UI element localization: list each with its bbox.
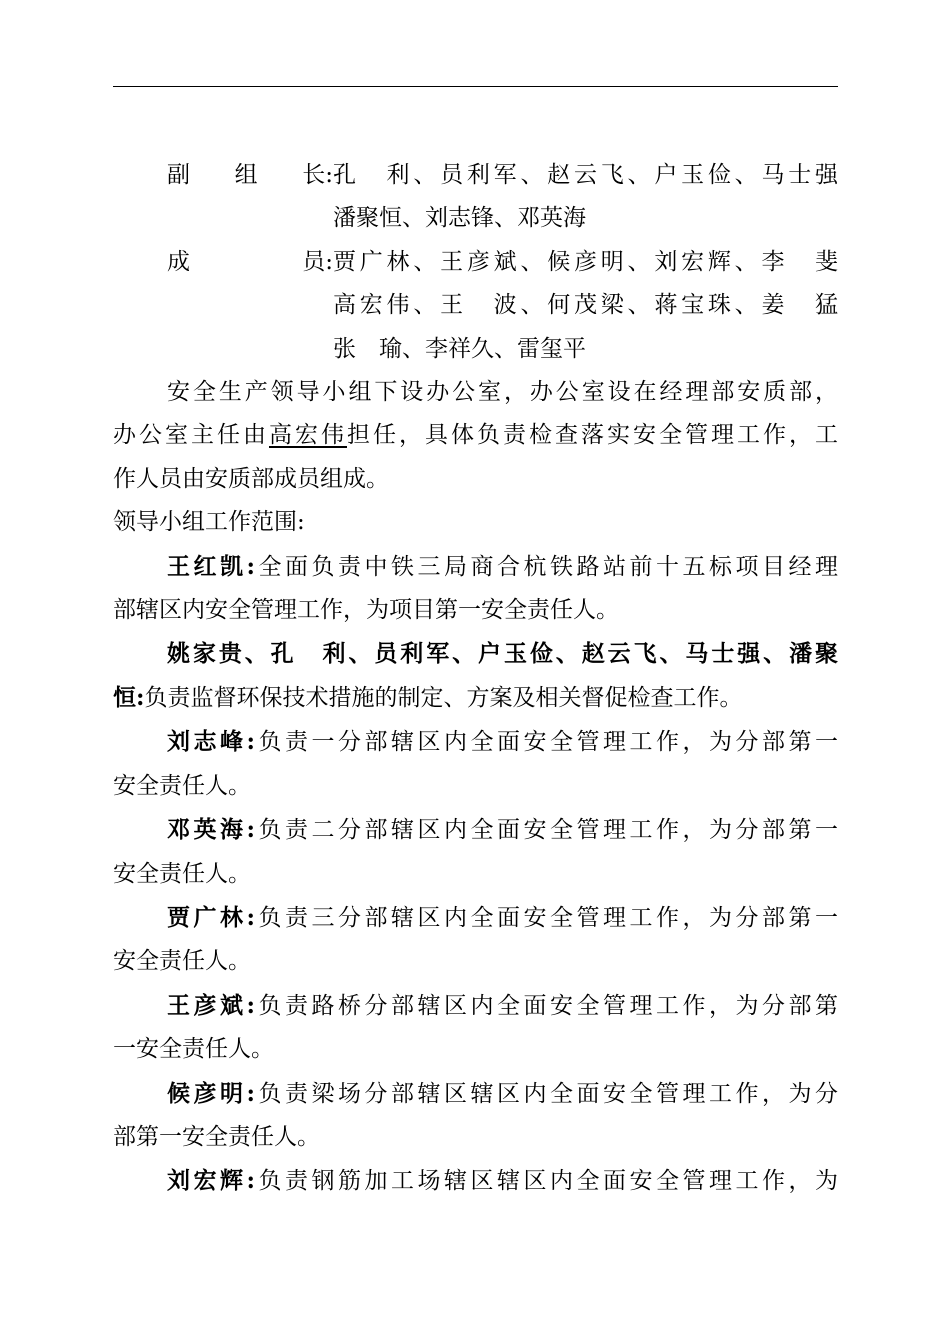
paragraph-line <box>113 545 838 589</box>
header-rule <box>113 86 838 87</box>
member-label <box>167 241 333 284</box>
duty-text: 全面负责中铁三局商合杭铁路站前十五标项目经理 <box>255 553 838 580</box>
scope-heading: 领导小组工作范围: <box>113 509 305 536</box>
duty-text: 负责梁场分部辖区辖区内全面安全管理工作，为分 <box>255 1080 838 1107</box>
duty-item <box>113 1159 838 1203</box>
duty-person: 姚家贵、孔 利、员利军、户玉俭、赵云飞、马士强、潘聚 <box>167 640 838 668</box>
vice-leader-names <box>333 154 838 241</box>
label-char: 组 <box>234 162 258 188</box>
duty-person: 王彦斌: <box>167 991 255 1019</box>
paragraph-line: 安全责任人。 <box>113 860 251 887</box>
underlined-name: 高宏伟 <box>269 422 347 449</box>
office-paragraph <box>113 371 838 501</box>
duty-person: 王红凯: <box>167 552 255 580</box>
duty-item <box>113 632 838 720</box>
paragraph-line <box>113 414 838 457</box>
duty-item <box>113 984 838 1072</box>
duty-person: 贾广林: <box>167 903 255 931</box>
name-line: 孔 利、员利军、赵云飞、户玉俭、马士强 <box>333 162 838 188</box>
duty-text: 负责一分部辖区内全面安全管理工作，为分部第一 <box>255 729 838 756</box>
duty-text: 负责钢筋加工场辖区辖区内全面安全管理工作，为 <box>255 1168 838 1195</box>
duty-item <box>113 808 838 896</box>
paragraph-line: 安全责任人。 <box>113 948 251 975</box>
duty-person: 邓英海: <box>167 816 255 844</box>
duty-text: 负责监督环保技术措施的制定、方案及相关督促检查工作。 <box>144 684 743 711</box>
duty-item <box>113 545 838 633</box>
name-line: 高宏伟、王 波、何茂梁、蒋宝珠、姜 猛 <box>333 292 838 319</box>
member-names <box>333 241 838 371</box>
paragraph-line <box>113 984 838 1028</box>
vice-leader-row <box>113 154 838 241</box>
paragraph-line <box>113 676 838 720</box>
name-line: 张 瑜、李祥久、雷玺平 <box>333 335 586 362</box>
paragraph-line: 一安全责任人。 <box>113 1036 274 1063</box>
duty-item <box>113 720 838 808</box>
duty-person: 刘宏辉: <box>167 1167 255 1195</box>
text-run: 担任，具体负责检查落实安全管理工作，工 <box>347 422 838 449</box>
paragraph-line <box>113 896 838 940</box>
label-char: 副 <box>167 162 190 188</box>
duty-item <box>113 1072 838 1160</box>
paragraph-line: 部第一安全责任人。 <box>113 1123 320 1150</box>
paragraph-line: 部辖区内安全管理工作，为项目第一安全责任人。 <box>113 597 619 624</box>
paragraph-line <box>113 1159 838 1203</box>
label-char: 成 <box>167 248 190 275</box>
duty-text: 负责路桥分部辖区内全面安全管理工作，为分部第 <box>255 992 838 1019</box>
label-char: 长: <box>302 162 333 188</box>
text-run: 办公室主任由 <box>113 422 269 449</box>
duty-person: 刘志峰: <box>167 728 255 756</box>
duty-text: 负责三分部辖区内全面安全管理工作，为分部第一 <box>255 904 838 931</box>
name-line: 潘聚恒、刘志锋、邓英海 <box>333 205 586 232</box>
paragraph-line <box>113 1072 838 1116</box>
paragraph-line <box>113 808 838 852</box>
label-char: 员: <box>302 248 333 275</box>
document-body <box>113 154 838 1204</box>
paragraph-line: 安全责任人。 <box>113 772 251 799</box>
name-line: 贾广林、王彦斌、候彦明、刘宏辉、李 斐 <box>333 248 838 275</box>
paragraph-line: 安全生产领导小组下设办公室，办公室设在经理部安质部， <box>167 379 838 406</box>
member-row <box>113 241 838 371</box>
duty-person: 候彦明: <box>167 1079 255 1107</box>
duty-text: 负责二分部辖区内全面安全管理工作，为分部第一 <box>255 817 838 844</box>
duty-person: 恒: <box>113 683 145 711</box>
paragraph-line <box>113 720 838 764</box>
paragraph-line: 作人员由安质部成员组成。 <box>113 465 389 492</box>
duty-item <box>113 896 838 984</box>
vice-leader-label <box>167 154 333 197</box>
